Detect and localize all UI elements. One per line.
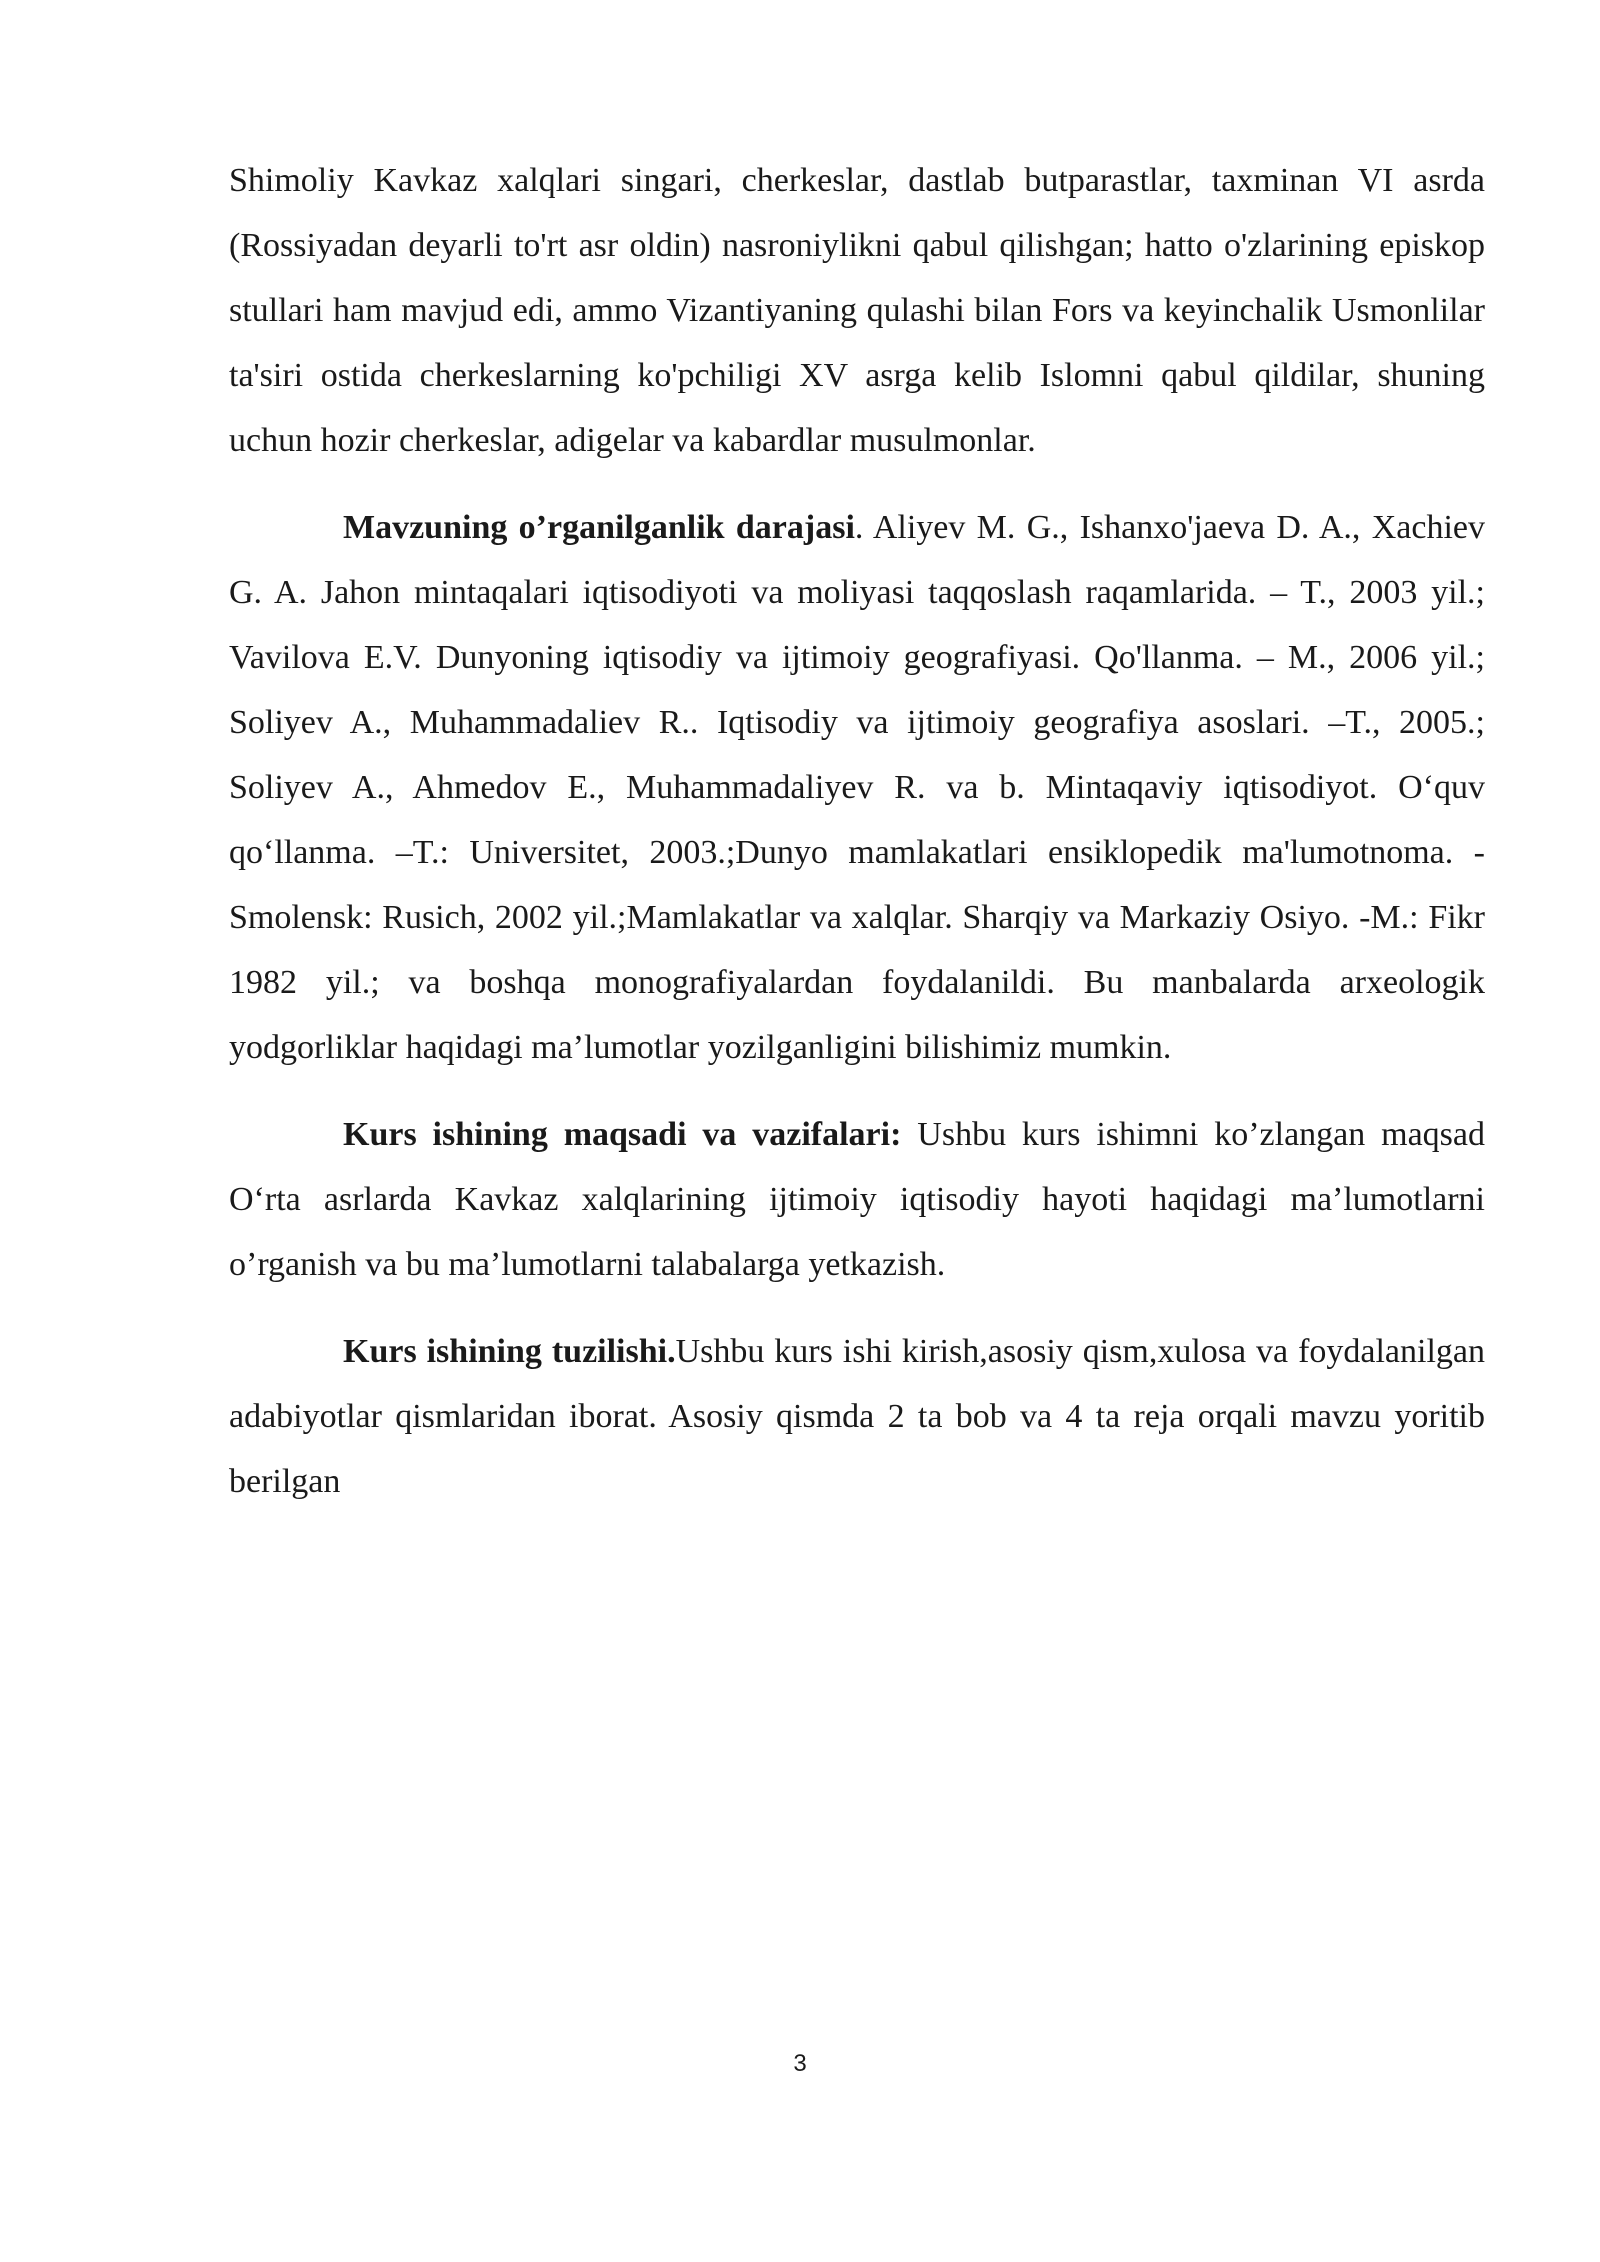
paragraph-structure bbox=[229, 1319, 1485, 1514]
paragraph-goals-text: Ushbu kurs ishimni ko’zlangan maqsad O‘rta asrlarda Kavkaz xalqlarining ijtimoiy iqtisodiy hayoti haqidagi ma’lumotlarni o’rganish va bu ma’lumotlarni talabalarga yetkazish. bbox=[229, 1116, 1485, 1283]
page-body bbox=[229, 148, 1485, 1536]
page-number: 3 bbox=[793, 2050, 807, 2077]
heading-goals: Kurs ishining maqsadi va vazifalari: bbox=[343, 1116, 902, 1153]
heading-literature-review: Mavzuning o’rganilganlik darajasi bbox=[343, 509, 855, 546]
paragraph-literature-review bbox=[229, 495, 1485, 1080]
paragraph-goals bbox=[229, 1102, 1485, 1297]
paragraph-structure-text: Ushbu kurs ishi kirish,asosiy qism,xulosa va foydalanilgan adabiyotlar qismlaridan iborat. Asosiy qismda 2 ta bob va 4 ta reja orqali mavzu yoritib berilgan bbox=[229, 1333, 1485, 1500]
paragraph-intro-text: Shimoliy Kavkaz xalqlari singari, cherkeslar, dastlab butparastlar, taxminan VI asrda (Rossiyadan deyarli to'rt asr oldin) nasroniylikni qabul qilishgan; hatto o'zlarining episkop stullari ham mavjud edi, ammo Vizantiyaning qulashi bilan Fors va keyinchalik Usmonlilar ta'siri ostida cherkeslarning ko'pchiligi XV asrga kelib Islomni qabul qildilar, shuning uchun hozir cherkeslar, adigelar va kabardlar musulmonlar. bbox=[229, 162, 1485, 459]
heading-structure: Kurs ishining tuzilishi. bbox=[343, 1333, 676, 1370]
paragraph-intro bbox=[229, 148, 1485, 473]
paragraph-literature-review-text: . Aliyev M. G., Ishanxo'jaeva D. A., Xachiev G. A. Jahon mintaqalari iqtisodiyoti va moliyasi taqqoslash raqamlarida. – T., 2003 yil.; Vavilova E.V. Dunyoning iqtisodiy va ijtimoiy geografiyasi. Qo'llanma. – M., 2006 yil.; Soliyev A., Muhammadaliev R.. Iqtisodiy va ijtimoiy geografiya asoslari. –T., 2005.; Soliyev A., Ahmedov E., Muhammadaliyev R. va b. Mintaqaviy iqtisodiyot. O‘quv qo‘llanma. –T.: Universitet, 2003.;Dunyo mamlakatlari ensiklopedik ma'lumotnoma. - Smolensk: Rusich, 2002 yil.;Mamlakatlar va xalqlar. Sharqiy va Markaziy Osiyo. -M.: Fikr 1982 yil.; va boshqa monografiyalardan foydalanildi. Bu manbalarda arxeologik yodgorliklar haqidagi ma’lumotlar yozilganligini bilishimiz mumkin. bbox=[229, 509, 1485, 1066]
